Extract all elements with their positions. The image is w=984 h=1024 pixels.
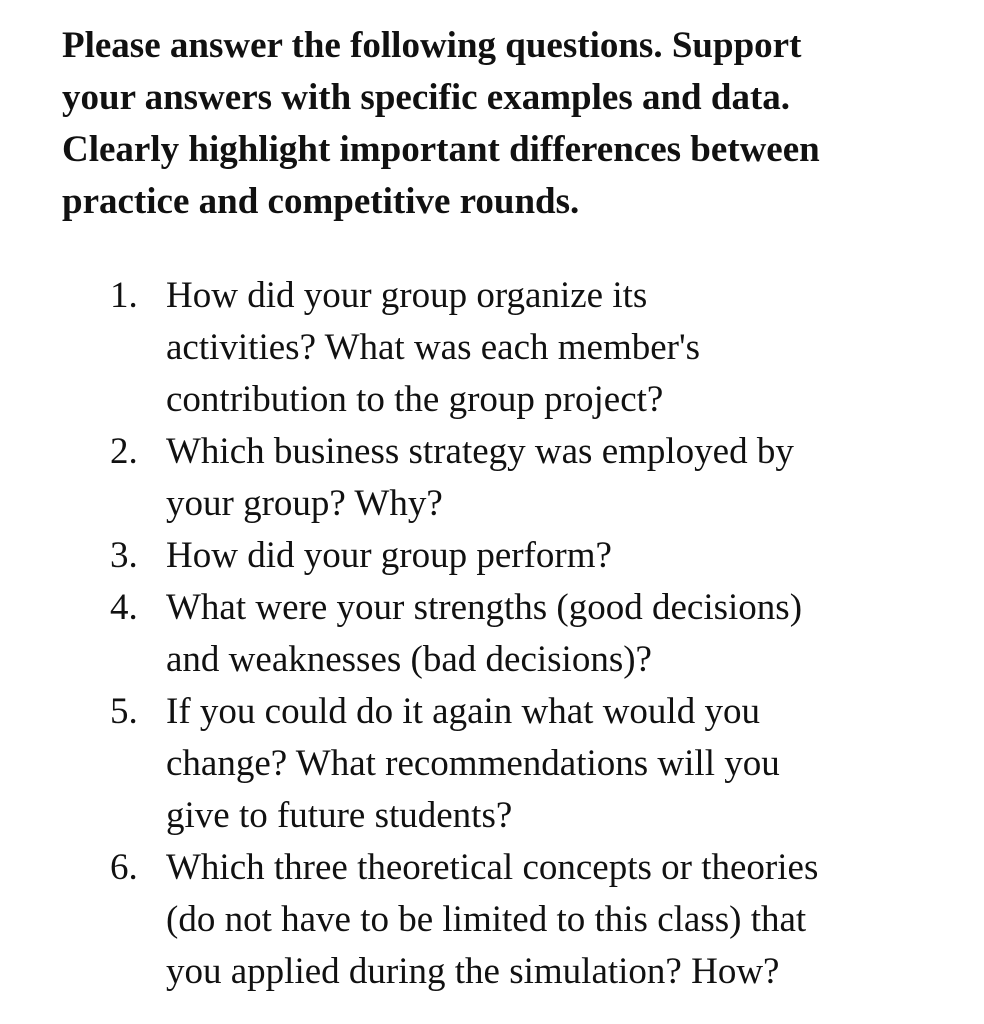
question-number: 2.: [110, 431, 138, 472]
question-line: and weaknesses (bad decisions)?: [166, 639, 652, 680]
instructions-line: your answers with specific examples and data.: [62, 77, 791, 118]
question-number: 3.: [110, 535, 138, 576]
question-item-5: [0, 686, 984, 842]
question-item-6: [0, 842, 984, 998]
instructions-line: Please answer the following questions. Support: [62, 25, 802, 66]
question-line: activities? What was each member's: [166, 327, 701, 368]
questions-list: [0, 270, 984, 998]
question-line: change? What recommendations will you: [166, 743, 780, 784]
question-line: How did your group perform?: [166, 535, 612, 576]
question-line: give to future students?: [166, 795, 513, 836]
question-number: 5.: [110, 691, 138, 732]
question-number: 1.: [110, 275, 138, 316]
instructions-line: practice and competitive rounds.: [62, 181, 580, 222]
question-line: your group? Why?: [166, 483, 443, 524]
question-line: What were your strengths (good decisions): [166, 587, 803, 628]
question-line: you applied during the simulation? How?: [166, 951, 780, 992]
question-item-1: [0, 270, 984, 426]
question-line: Which three theoretical concepts or theories: [166, 847, 819, 888]
instructions-line: Clearly highlight important differences between: [62, 129, 820, 170]
question-line: contribution to the group project?: [166, 379, 664, 420]
question-line: If you could do it again what would you: [166, 691, 760, 732]
question-item-3: [0, 530, 984, 582]
question-line: How did your group organize its: [166, 275, 648, 316]
question-number: 4.: [110, 587, 138, 628]
question-line: Which business strategy was employed by: [166, 431, 794, 472]
question-item-4: [0, 582, 984, 686]
instructions-paragraph: [62, 20, 942, 228]
question-number: 6.: [110, 847, 138, 888]
question-item-2: [0, 426, 984, 530]
question-line: (do not have to be limited to this class) that: [166, 899, 807, 940]
